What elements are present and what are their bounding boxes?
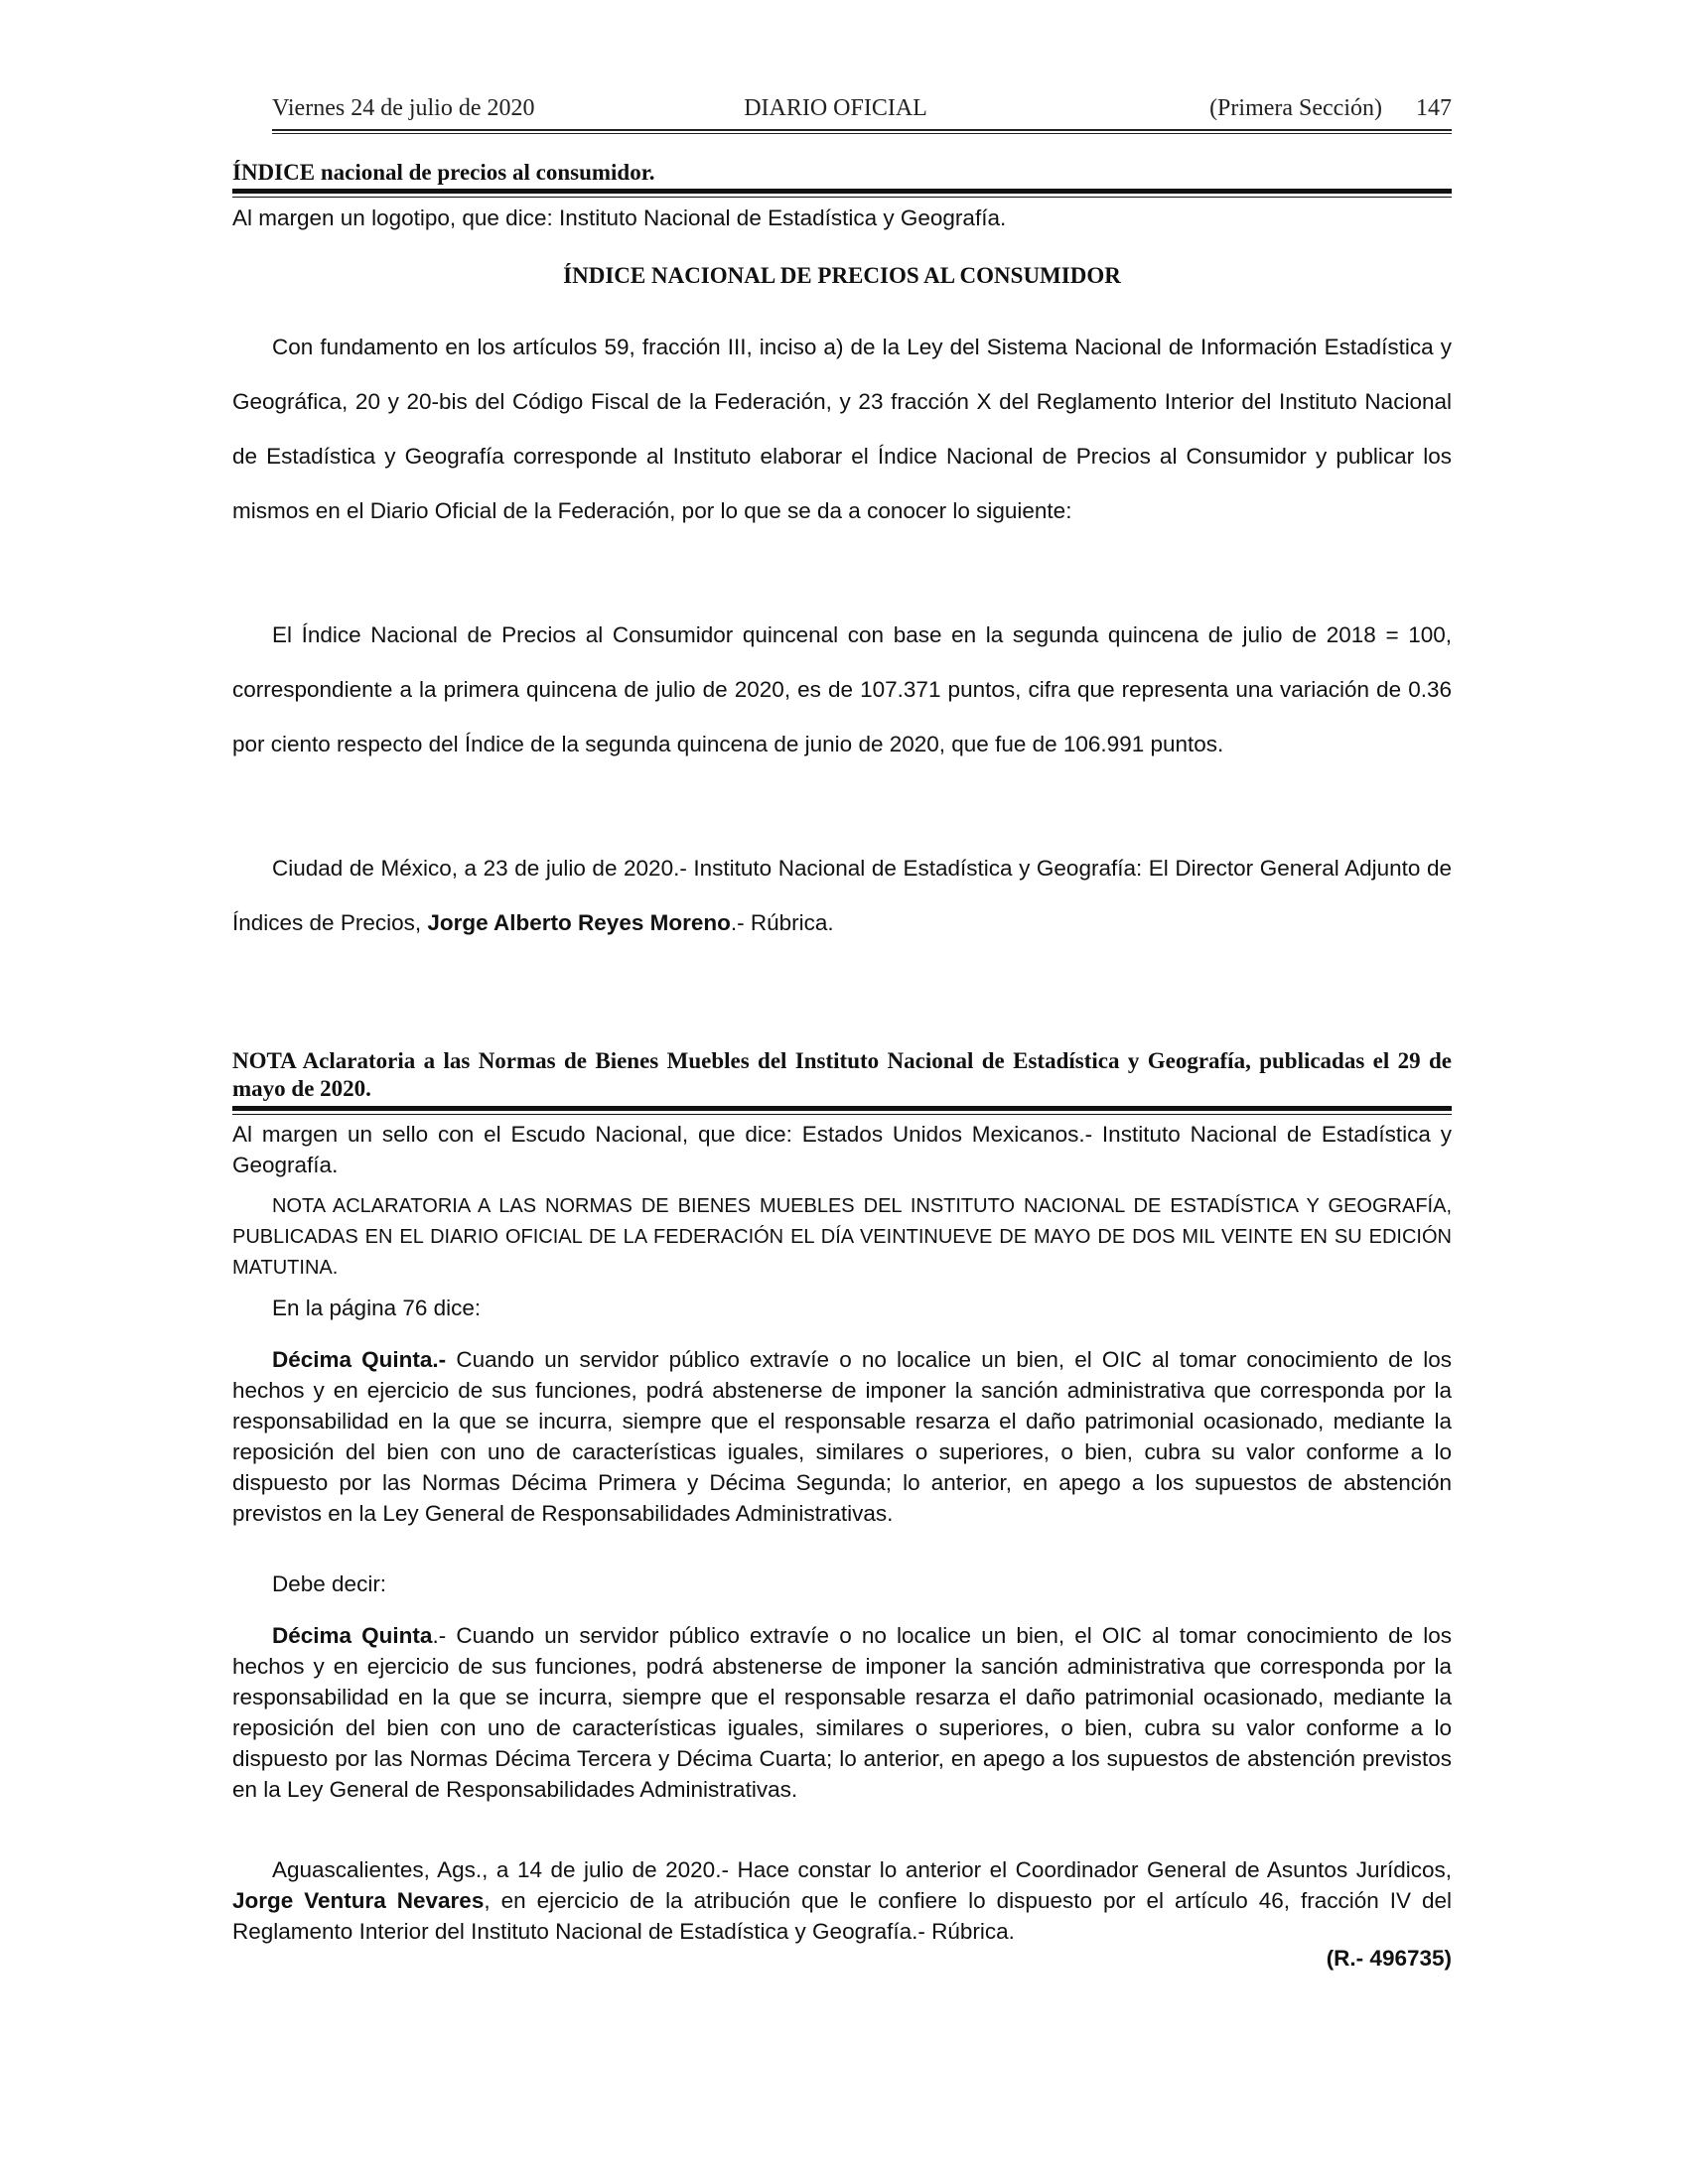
header-publication: DIARIO OFICIAL xyxy=(744,95,927,121)
section1-heading: ÍNDICE NACIONAL DE PRECIOS AL CONSUMIDOR xyxy=(563,263,1121,288)
header-page-number: 147 xyxy=(1416,95,1452,121)
section2-dice-label: En la página 76 dice: xyxy=(272,1296,482,1320)
section1-rule-thick xyxy=(232,189,1452,194)
section1-signer-name: Jorge Alberto Reyes Moreno xyxy=(427,910,731,935)
closing-rubrica: , en ejercicio de la atribución que le confiere lo dispuesto por el artículo 46, fracción IV del Reglamento Interior del Instituto Nacional de Estadística y Geografía.- Rúbrica. xyxy=(232,1888,1453,1944)
section2-rule-thin xyxy=(232,1114,1452,1115)
header-rule xyxy=(272,129,1452,131)
section1-title: ÍNDICE nacional de precios al consumidor. xyxy=(232,160,655,185)
section2-debe-decir-label: Debe decir: xyxy=(272,1571,387,1596)
section1-signature-text: Ciudad de México, a 23 de julio de 2020.- Instituto Nacional de Estadística y Geografía: El Director General Adjunto de Índices de Precios, xyxy=(232,856,1452,935)
closing-text: Aguascalientes, Ags., a 14 de julio de 2020.- Hace constar lo anterior el Coordinador General de Asuntos Jurídicos, xyxy=(272,1857,1452,1882)
header-date: Viernes 24 de julio de 2020 xyxy=(272,95,535,121)
section2-title: NOTA Aclaratoria a las Normas de Bienes Muebles del Instituto Nacional de Estadística y Geografía, publicadas el 29 de mayo de 2020. xyxy=(232,1048,1452,1101)
section1-signature-rubrica: .- Rúbrica. xyxy=(730,910,834,935)
clause-original-label: Décima Quinta.- xyxy=(272,1347,447,1372)
closing-signer-name: Jorge Ventura Nevares xyxy=(232,1888,485,1913)
section2-clause-original xyxy=(232,1344,1452,1529)
clause-corrected-label: Décima Quinta xyxy=(272,1623,433,1648)
section2-rule-thick xyxy=(232,1106,1452,1111)
page-header xyxy=(272,95,1452,129)
header-rule-secondary xyxy=(272,133,1452,134)
section1-margin-note: Al margen un logotipo, que dice: Instituto Nacional de Estadística y Geografía. xyxy=(232,205,1007,230)
section2-caps-heading: NOTA ACLARATORIA A LAS NORMAS DE BIENES MUEBLES DEL INSTITUTO NACIONAL DE ESTADÍSTICA Y GEOGRAFÍA, PUBLICADAS EN EL DIARIO OFICIAL DE LA FEDERACIÓN EL DÍA VEINTINUEVE DE MAYO DE DOS MIL VEINTE EN SU EDICIÓN MATUTINA. xyxy=(232,1195,1452,1279)
section1-rule-thin xyxy=(232,197,1452,198)
section2-clause-corrected xyxy=(232,1620,1452,1805)
document-page xyxy=(232,0,1452,2184)
clause-corrected-text: .- Cuando un servidor público extravíe o no localice un bien, el OIC al tomar conocimiento de los hechos y en ejercicio de sus funciones, podrá abstenerse de imponer la sanción administrativa que corresponda por la responsabilidad en la que se incurra, siempre que el responsable resarza el daño patrimonial ocasionado, mediante la reposición del bien con uno de características iguales, similares o superiores, o bien, cubra su valor conforme a lo dispuesto por las Normas Décima Tercera y Décima Cuarta; lo anterior, en apego a los supuestos de abstención previstos en la Ley General de Responsabilidades Administrativas. xyxy=(232,1623,1453,1802)
clause-original-text: Cuando un servidor público extravíe o no localice un bien, el OIC al tomar conocimiento de los hechos y en ejercicio de sus funciones, podrá abstenerse de imponer la sanción administrativa que corresponda por la responsabilidad en la que se incurra, siempre que el responsable resarza el daño patrimonial ocasionado, mediante la reposición del bien con uno de características iguales, similares o superiores, o bien, cubra su valor conforme a lo dispuesto por las Normas Décima Primera y Décima Segunda; lo anterior, en apego a los supuestos de abstención previstos en la Ley General de Responsabilidades Administrativas. xyxy=(232,1347,1452,1526)
header-section: (Primera Sección) xyxy=(1209,95,1382,121)
publication-reference: (R.- 496735) xyxy=(1326,1946,1452,1971)
section1-paragraph-1: Con fundamento en los artículos 59, fracción III, inciso a) de la Ley del Sistema Nacional de Información Estadística y Geográfica, 20 y 20-bis del Código Fiscal de la Federación, y 23 fracción X del Reglamento Interior del Instituto Nacional de Estadística y Geografía corresponde al Instituto elaborar el Índice Nacional de Precios al Consumidor y publicar los mismos en el Diario Oficial de la Federación, por lo que se da a conocer lo siguiente: xyxy=(232,335,1452,523)
section2-closing-paragraph xyxy=(232,1854,1452,1947)
section1-paragraph-2: El Índice Nacional de Precios al Consumidor quincenal con base en la segunda quincena de julio de 2018 = 100, correspondiente a la primera quincena de julio de 2020, es de 107.371 puntos, cifra que representa una variación de 0.36 por ciento respecto del Índice de la segunda quincena de junio de 2020, que fue de 106.991 puntos. xyxy=(232,622,1452,756)
section2-margin-note: Al margen un sello con el Escudo Nacional, que dice: Estados Unidos Mexicanos.- Instituto Nacional de Estadística y Geografía. xyxy=(232,1122,1452,1177)
section1-signature-paragraph xyxy=(232,841,1452,950)
